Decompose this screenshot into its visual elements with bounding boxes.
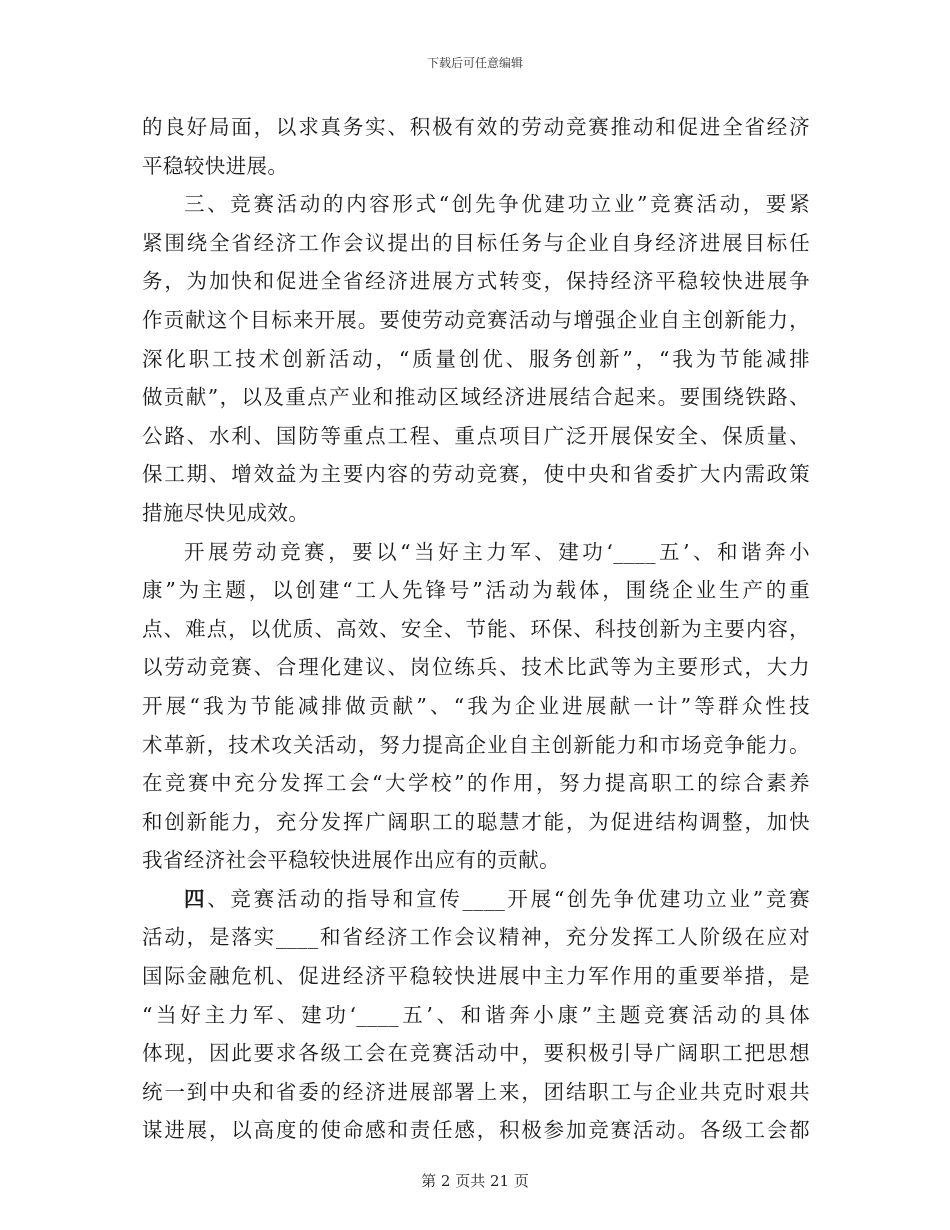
text-line: 开展“我为节能减排做贡献”、“我为企业进展献一计”等群众性技 bbox=[142, 693, 810, 718]
text-line: 作贡献这个目标来开展。要使劳动竞赛活动与增强企业自主创新能力， bbox=[142, 307, 810, 332]
section-three-heading-line: 三、竞赛活动的内容形式“创先争优建功立业”竞赛活动，要紧 bbox=[184, 192, 810, 217]
page-footer: 第 2 页共 21 页 bbox=[421, 1172, 529, 1190]
section-number: 四 bbox=[184, 886, 208, 911]
text-line: 点、难点，以优质、高效、安全、节能、环保、科技创新为主要内容， bbox=[142, 616, 810, 641]
text-line: 做贡献”，以及重点产业和推动区域经济进展结合起来。要围绕铁路、 bbox=[142, 385, 810, 410]
text-line: 平稳较快进展。 bbox=[142, 153, 289, 178]
page-header: 下载后可任意编辑 bbox=[426, 56, 523, 70]
text-line: 术革新，技术攻关活动，努力提高企业自主创新能力和市场竞争能力。 bbox=[142, 732, 810, 757]
text-line: 体现，因此要求各级工会在竞赛活动中，要积极引导广阔职工把思想 bbox=[142, 1041, 810, 1066]
section-four-heading-text: 、竞赛活动的指导和宣传____开展“创先争优建功立业”竞赛 bbox=[207, 886, 810, 911]
text-line: 国际金融危机、促进经济平稳较快进展中主力军作用的重要举措，是 bbox=[142, 964, 810, 989]
text-line: 统一到中央和省委的经济进展部署上来，团结职工与企业共克时艰共 bbox=[142, 1079, 810, 1104]
text-line: “当好主力军、建功‘____五’、和谐奔小康”主题竞赛活动的具体 bbox=[142, 1002, 810, 1027]
text-line: 活动，是落实____和省经济工作会议精神，充分发挥工人阶级在应对 bbox=[142, 925, 810, 950]
text-line: 开展劳动竞赛，要以“当好主力军、建功‘____五’、和谐奔小 bbox=[184, 539, 810, 564]
text-line: 保工期、增效益为主要内容的劳动竞赛，使中央和省委扩大内需政策 bbox=[142, 462, 810, 487]
text-line: 康”为主题，以创建“工人先锋号”活动为载体，围绕企业生产的重 bbox=[142, 578, 810, 603]
document-body bbox=[142, 108, 810, 1150]
text-line: 务，为加快和促进全省经济进展方式转变，保持经济平稳较快进展争 bbox=[142, 269, 810, 294]
text-line: 紧围绕全省经济工作会议提出的目标任务与企业自身经济进展目标任 bbox=[142, 230, 810, 255]
text-line: 我省经济社会平稳较快进展作出应有的贡献。 bbox=[142, 848, 560, 873]
section-four-heading-line bbox=[142, 880, 810, 919]
text-line: 在竞赛中充分发挥工会“大学校”的作用，努力提高职工的综合素养 bbox=[142, 771, 810, 796]
text-line: 以劳动竞赛、合理化建议、岗位练兵、技术比武等为主要形式，大力 bbox=[142, 655, 810, 680]
text-line: 措施尽快见成效。 bbox=[142, 500, 310, 525]
text-line: 公路、水利、国防等重点工程、重点项目广泛开展保安全、保质量、 bbox=[142, 423, 810, 448]
text-line: 和创新能力，充分发挥广阔职工的聪慧才能，为促进结构调整，加快 bbox=[142, 809, 810, 834]
text-line: 深化职工技术创新活动，“质量创优、服务创新”，“我为节能减排 bbox=[142, 346, 810, 371]
text-line: 谋进展，以高度的使命感和责任感，积极参加竞赛活动。各级工会都 bbox=[142, 1118, 810, 1143]
text-line: 的良好局面，以求真务实、积极有效的劳动竞赛推动和促进全省经济 bbox=[142, 115, 810, 139]
